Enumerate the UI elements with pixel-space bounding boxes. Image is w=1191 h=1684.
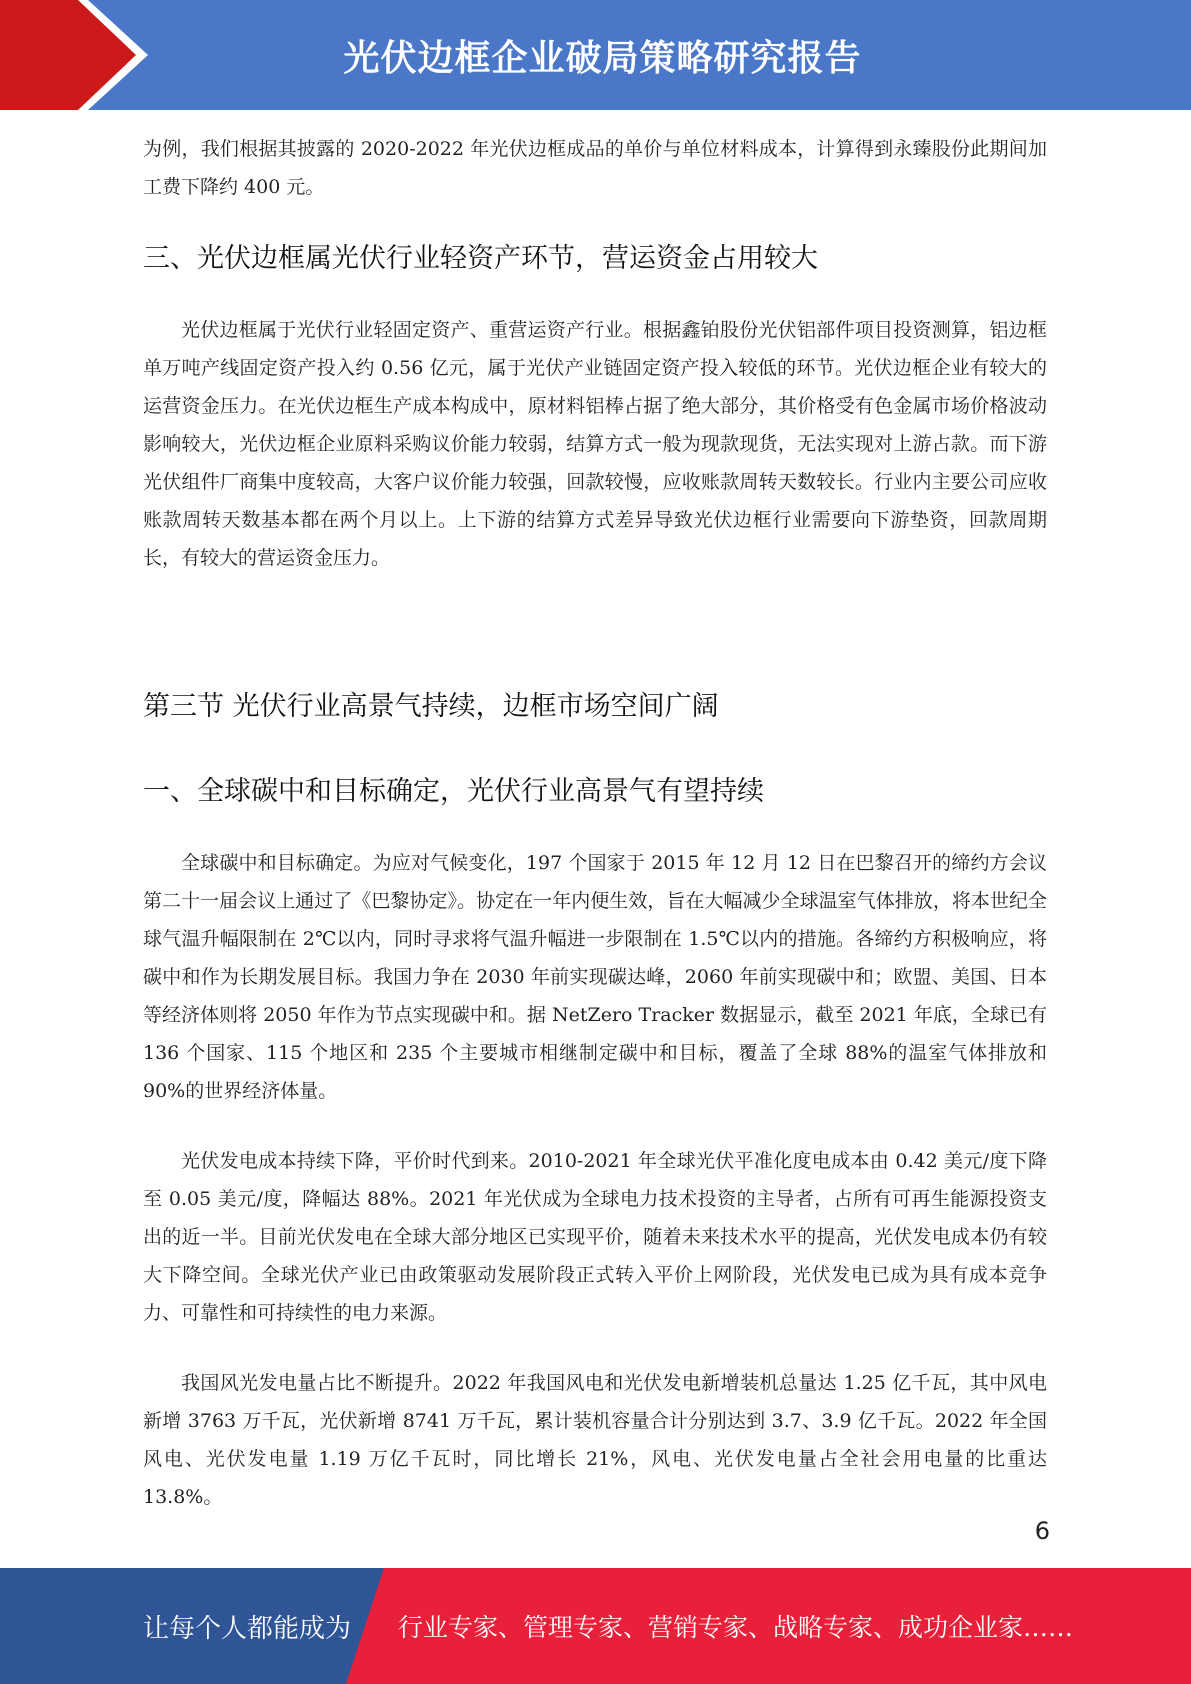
intro-paragraph: 为例，我们根据其披露的 2020-2022 年光伏边框成品的单价与单位材料成本，计算得到永臻股份此期间加工费下降约 400 元。 [143, 138, 1047, 198]
paragraph-china-wind-solar: 我国风光发电量占比不断提升。2022 年我国风电和光伏发电新增装机总量达 1.25 亿千瓦，其中风电新增 3763 万千瓦，光伏新增 8741 万千瓦，累计装机容量合计分别达到 3.7、3.9 亿千瓦。2022 年全国风电、光伏发电量 1.19 万亿千瓦时，同比增长 21%，风电、光伏发电量占全社会用电量的比重达 13.8%。 [143, 1372, 1047, 1508]
footer-slogan-left: 让每个人都能成为 [143, 1613, 352, 1644]
report-title: 光伏边框企业破局策略研究报告 [343, 37, 862, 79]
page-header [0, 0, 1191, 110]
page-number: 6 [1034, 1517, 1050, 1545]
footer-slogan-right: 行业专家、管理专家、营销专家、战略专家、成功企业家…… [398, 1613, 1074, 1642]
section3-paragraph: 光伏边框属于光伏行业轻固定资产、重营运资产行业。根据鑫铂股份光伏铝部件项目投资测算，铝边框单万吨产线固定资产投入约 0.56 亿元，属于光伏产业链固定资产投入较低的环节。光伏边框企业有较大的运营资金压力。在光伏边框生产成本构成中，原材料铝棒占据了绝大部分，其价格受有色金属市场价格波动影响较大，光伏边框企业原料采购议价能力较弱，结算方式一般为现款现货，无法实现对上游占款。而下游光伏组件厂商集中度较高，大客户议价能力较强，回款较慢，应收账款周转天数较长。行业内主要公司应收账款周转天数基本都在两个月以上。上下游的结算方式差异导致光伏边框行业需要向下游垫资，回款周期长，有较大的营运资金压力。 [143, 319, 1047, 569]
page-content [143, 130, 1047, 1516]
page-footer [0, 1568, 1191, 1684]
paragraph-carbon-neutrality: 全球碳中和目标确定。为应对气候变化，197 个国家于 2015 年 12 月 12 日在巴黎召开的缔约方会议第二十一届会议上通过了《巴黎协定》。协定在一年内便生效，旨在大幅减少全球温室气体排放，将本世纪全球气温升幅限制在 2℃以内，同时寻求将气温升幅进一步限制在 1.5℃以内的措施。各缔约方积极响应，将碳中和作为长期发展目标。我国力争在 2030 年前实现碳达峰，2060 年前实现碳中和；欧盟、美国、日本等经济体则将 2050 年作为节点实现碳中和。据 NetZero Tracker 数据显示，截至 2021 年底，全球已有 136 个国家、115 个地区和 235 个主要城市相继制定碳中和目标，覆盖了全球 88%的温室气体排放和 90%的世界经济体量。 [143, 852, 1047, 1102]
section3-heading: 三、光伏边框属光伏行业轻资产环节，营运资金占用较大 [143, 243, 818, 274]
section1-heading: 一、全球碳中和目标确定，光伏行业高景气有望持续 [143, 776, 764, 807]
paragraph-pv-cost: 光伏发电成本持续下降，平价时代到来。2010-2021 年全球光伏平准化度电成本由 0.42 美元/度下降至 0.05 美元/度，降幅达 88%。2021 年光伏成为全球电力技术投资的主导者，占所有可再生能源投资支出的近一半。目前光伏发电在全球大部分地区已实现平价，随着未来技术水平的提高，光伏发电成本仍有较大下降空间。全球光伏产业已由政策驱动发展阶段正式转入平价上网阶段，光伏发电已成为具有成本竞争力、可靠性和可持续性的电力来源。 [143, 1150, 1047, 1324]
chapter-heading: 第三节 光伏行业高景气持续，边框市场空间广阔 [143, 691, 719, 722]
